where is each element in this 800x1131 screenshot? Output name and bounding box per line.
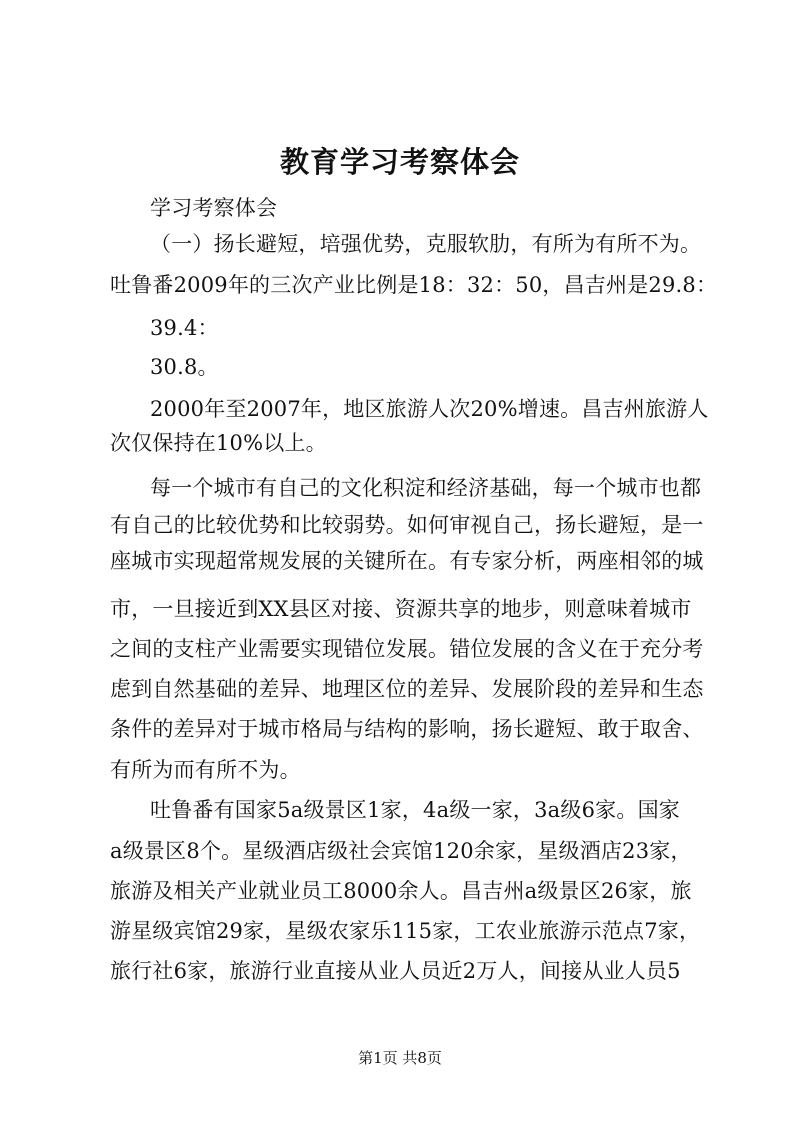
text-line: 学习考察体会 [150,196,278,220]
text-line: 吐鲁番有国家5a级景区1家，4a级一家，3a级6家。国家 [150,798,680,822]
text-line: 30.8。 [150,355,219,379]
text-line: 次仅保持在10%以上。 [110,431,327,455]
document-title: 教育学习考察体会 [279,145,520,179]
text-line: 条件的差异对于城市格局与结构的影响，扬长避短、敢于取舍、 [110,717,704,741]
text-line: 游星级宾馆29家，星级农家乐115家，工农业旅游示范点7家， [110,919,701,943]
text-line: 座城市实现超常规发展的关键所在。有专家分析，两座相邻的城 [110,549,704,573]
text-line: a级景区8个。星级酒店级社会宾馆120余家，星级酒店23家， [110,839,692,863]
text-line: 市，一旦接近到XX县区对接、资源共享的地步，则意味着城市 [110,597,692,621]
page-number-footer: 第1页 共8页 [358,1049,442,1067]
text-line: 有自己的比较优势和比较弱势。如何审视自己，扬长避短，是一 [110,513,704,537]
text-line: 之间的支柱产业需要实现错位发展。错位发展的含义在于充分考 [110,637,704,661]
text-line: 39.4： [150,316,219,340]
text-line: 吐鲁番2009年的三次产业比例是18：32：50，昌吉州是29.8： [110,273,718,297]
text-line: 虑到自然基础的差异、地理区位的差异、发展阶段的差异和生态 [110,677,704,701]
text-line: 旅游及相关产业就业员工8000余人。昌吉州a级景区26家，旅 [110,879,692,903]
text-line: （一）扬长避短，培强优势，克服软肋，有所为有所不为。 [150,232,702,256]
text-line: 有所为而有所不为。 [110,758,301,782]
text-line: 2000年至2007年，地区旅游人次20%增速。昌吉州旅游人 [150,397,709,421]
text-line: 旅行社6家，旅游行业直接从业人员近2万人，间接从业人员5 [110,959,681,983]
text-line: 每一个城市有自己的文化积淀和经济基础，每一个城市也都 [150,476,702,500]
